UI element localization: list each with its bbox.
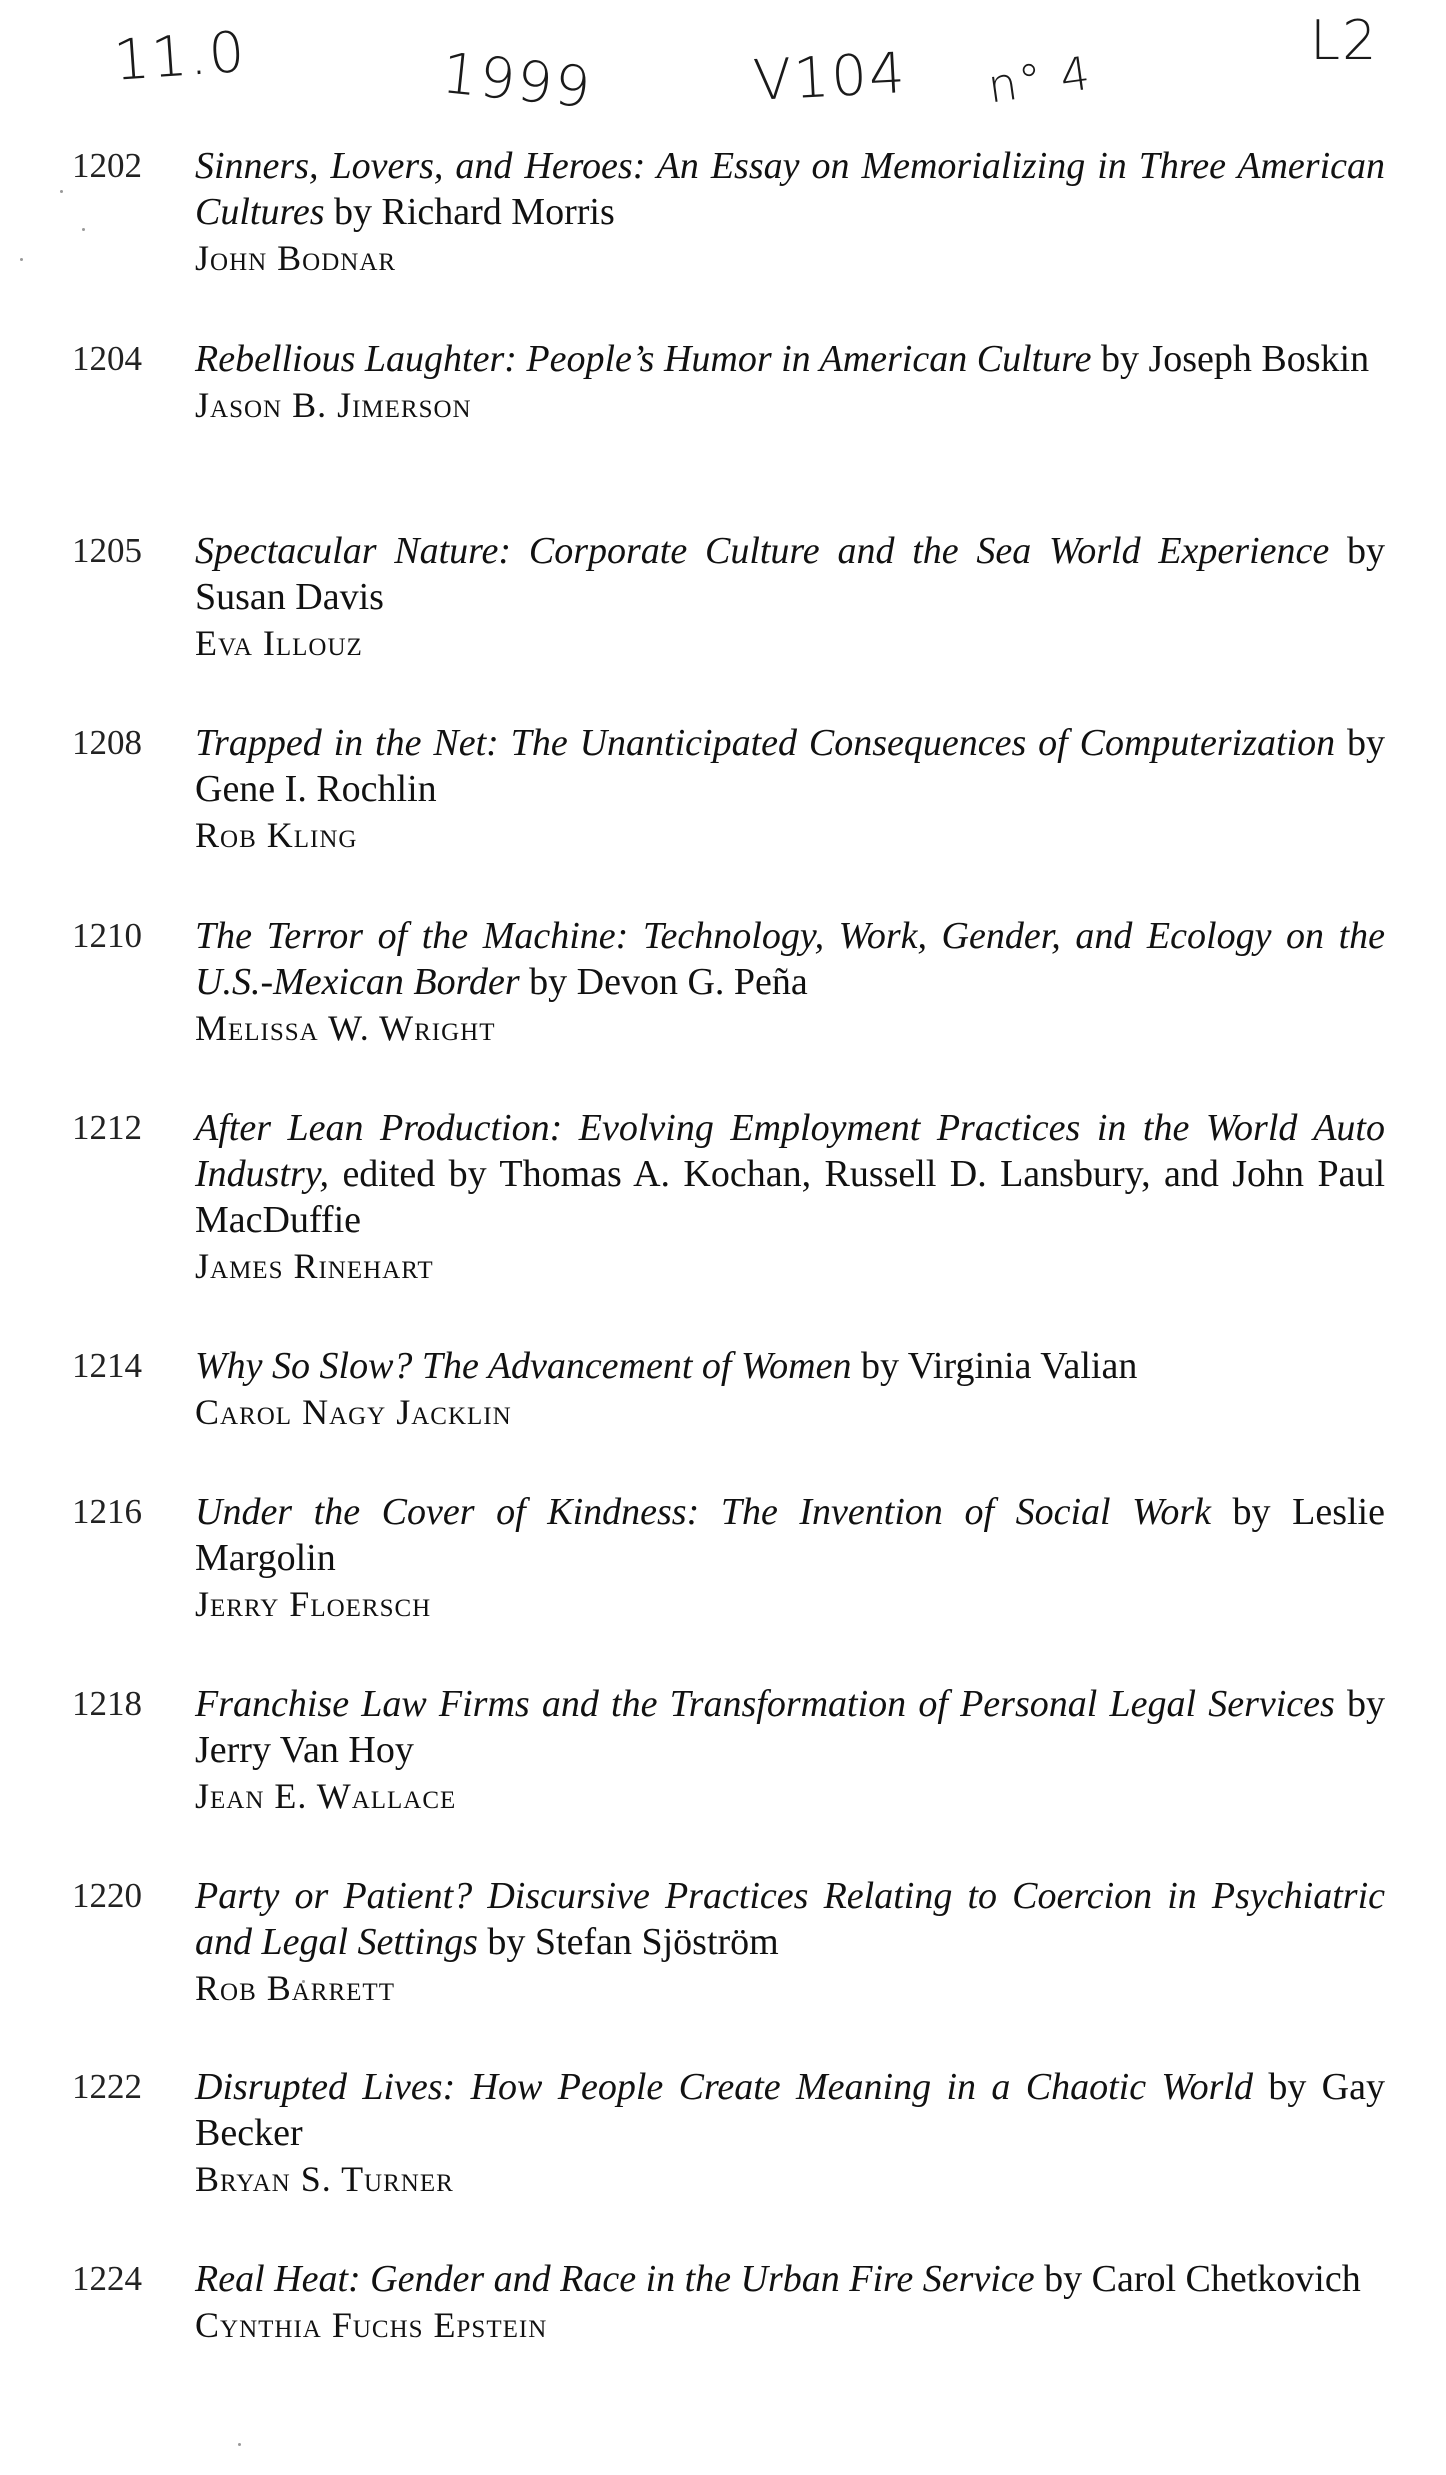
book-title: Party or Patient? Discursive Practices Relating to Coercion in Psychiatric and Legal Settings bbox=[195, 1875, 1385, 1963]
book-byline: by Richard Morris bbox=[324, 191, 615, 233]
book-title: Spectacular Nature: Corporate Culture and the Sea World Experience bbox=[195, 530, 1330, 572]
book-title: Real Heat: Gender and Race in the Urban Fire Service bbox=[195, 2258, 1035, 2300]
reviewer-name: Jerry Floersch bbox=[195, 1584, 432, 1624]
reviewer-name: James Rinehart bbox=[195, 1246, 434, 1286]
page-number: 1202 bbox=[72, 146, 142, 185]
book-byline: by Gene I. Rochlin bbox=[195, 722, 1385, 810]
entry-text bbox=[195, 1105, 1385, 1289]
entry-text bbox=[195, 1873, 1385, 2011]
reviewer-name: Cynthia Fuchs Epstein bbox=[195, 2305, 548, 2345]
book-title: Trapped in the Net: The Unanticipated Consequences of Computerization bbox=[195, 722, 1336, 764]
handwritten-note-5: L2 bbox=[1310, 9, 1379, 72]
page-number: 1218 bbox=[72, 1684, 142, 1723]
page-number: 1212 bbox=[72, 1108, 142, 1147]
page-number: 1216 bbox=[72, 1492, 142, 1531]
book-title: The Terror of the Machine: Technology, Work, Gender, and Ecology on the U.S.-Mexican Border bbox=[195, 915, 1385, 1003]
entry-text bbox=[195, 336, 1385, 428]
reviewer-name: Jean E. Wallace bbox=[195, 1776, 457, 1816]
entry-text bbox=[195, 143, 1385, 281]
book-byline: by Virginia Valian bbox=[851, 1345, 1138, 1387]
book-byline: by Joseph Boskin bbox=[1091, 338, 1370, 380]
entry-text bbox=[195, 720, 1385, 858]
handwritten-annotations bbox=[0, 9, 1446, 134]
scan-speck bbox=[82, 228, 85, 231]
book-byline: by Susan Davis bbox=[195, 530, 1386, 618]
entry-text bbox=[195, 1489, 1385, 1627]
handwritten-note-1: 11.0 bbox=[111, 19, 249, 94]
book-title: Franchise Law Firms and the Transformation of Personal Legal Services bbox=[195, 1683, 1335, 1725]
book-title: Rebellious Laughter: People’s Humor in American Culture bbox=[195, 338, 1092, 380]
book-byline: by Devon G. Peña bbox=[519, 961, 808, 1003]
entry-text bbox=[195, 913, 1385, 1051]
page-number: 1222 bbox=[72, 2067, 142, 2106]
book-title: Under the Cover of Kindness: The Invention of Social Work bbox=[195, 1491, 1211, 1533]
page-number: 1220 bbox=[72, 1876, 142, 1915]
book-byline: edited by Thomas A. Kochan, Russell D. Lansbury, and John Paul MacDuffie bbox=[195, 1153, 1385, 1241]
page-number: 1210 bbox=[72, 916, 142, 955]
reviewer-name: Eva Illouz bbox=[195, 623, 363, 663]
handwritten-note-3: V104 bbox=[751, 40, 909, 114]
reviewer-name: Rob Kling bbox=[195, 815, 358, 855]
handwritten-note-2: 1999 bbox=[438, 41, 596, 122]
book-byline: by Jerry Van Hoy bbox=[195, 1683, 1386, 1771]
reviewer-name: John Bodnar bbox=[195, 238, 397, 278]
book-title: Disrupted Lives: How People Create Meaning in a Chaotic World bbox=[195, 2066, 1253, 2108]
page-number: 1204 bbox=[72, 339, 142, 378]
book-byline: by Leslie Margolin bbox=[195, 1491, 1385, 1579]
reviewer-name: Jason B. Jimerson bbox=[195, 385, 472, 425]
scan-speck bbox=[60, 190, 63, 193]
page-number: 1208 bbox=[72, 723, 142, 762]
book-title: After Lean Production: Evolving Employment Practices in the World Auto Industry, bbox=[195, 1107, 1385, 1195]
reviewer-name: Rob Barrett bbox=[195, 1968, 395, 2008]
page-number: 1224 bbox=[72, 2259, 142, 2298]
book-title: Why So Slow? The Advancement of Women bbox=[195, 1345, 852, 1387]
reviewer-name: Bryan S. Turner bbox=[195, 2159, 454, 2199]
page-number: 1205 bbox=[72, 531, 142, 570]
entry-text bbox=[195, 2256, 1385, 2348]
handwritten-note-4: n° 4 bbox=[984, 45, 1095, 114]
entry-text bbox=[195, 2064, 1385, 2202]
book-byline: by Stefan Sjöström bbox=[477, 1921, 779, 1963]
reviewer-name: Carol Nagy Jacklin bbox=[195, 1392, 512, 1432]
entry-text bbox=[195, 1343, 1385, 1435]
page-number: 1214 bbox=[72, 1346, 142, 1385]
scan-speck bbox=[20, 258, 23, 261]
entry-text bbox=[195, 528, 1385, 666]
entry-text bbox=[195, 1681, 1385, 1819]
reviewer-name: Melissa W. Wright bbox=[195, 1008, 496, 1048]
book-byline: by Carol Chetkovich bbox=[1034, 2258, 1361, 2300]
book-byline: by Gay Becker bbox=[195, 2066, 1385, 2154]
scan-speck bbox=[238, 2443, 241, 2446]
book-title: Sinners, Lovers, and Heroes: An Essay on Memorializing in Three American Cultures bbox=[195, 145, 1385, 233]
